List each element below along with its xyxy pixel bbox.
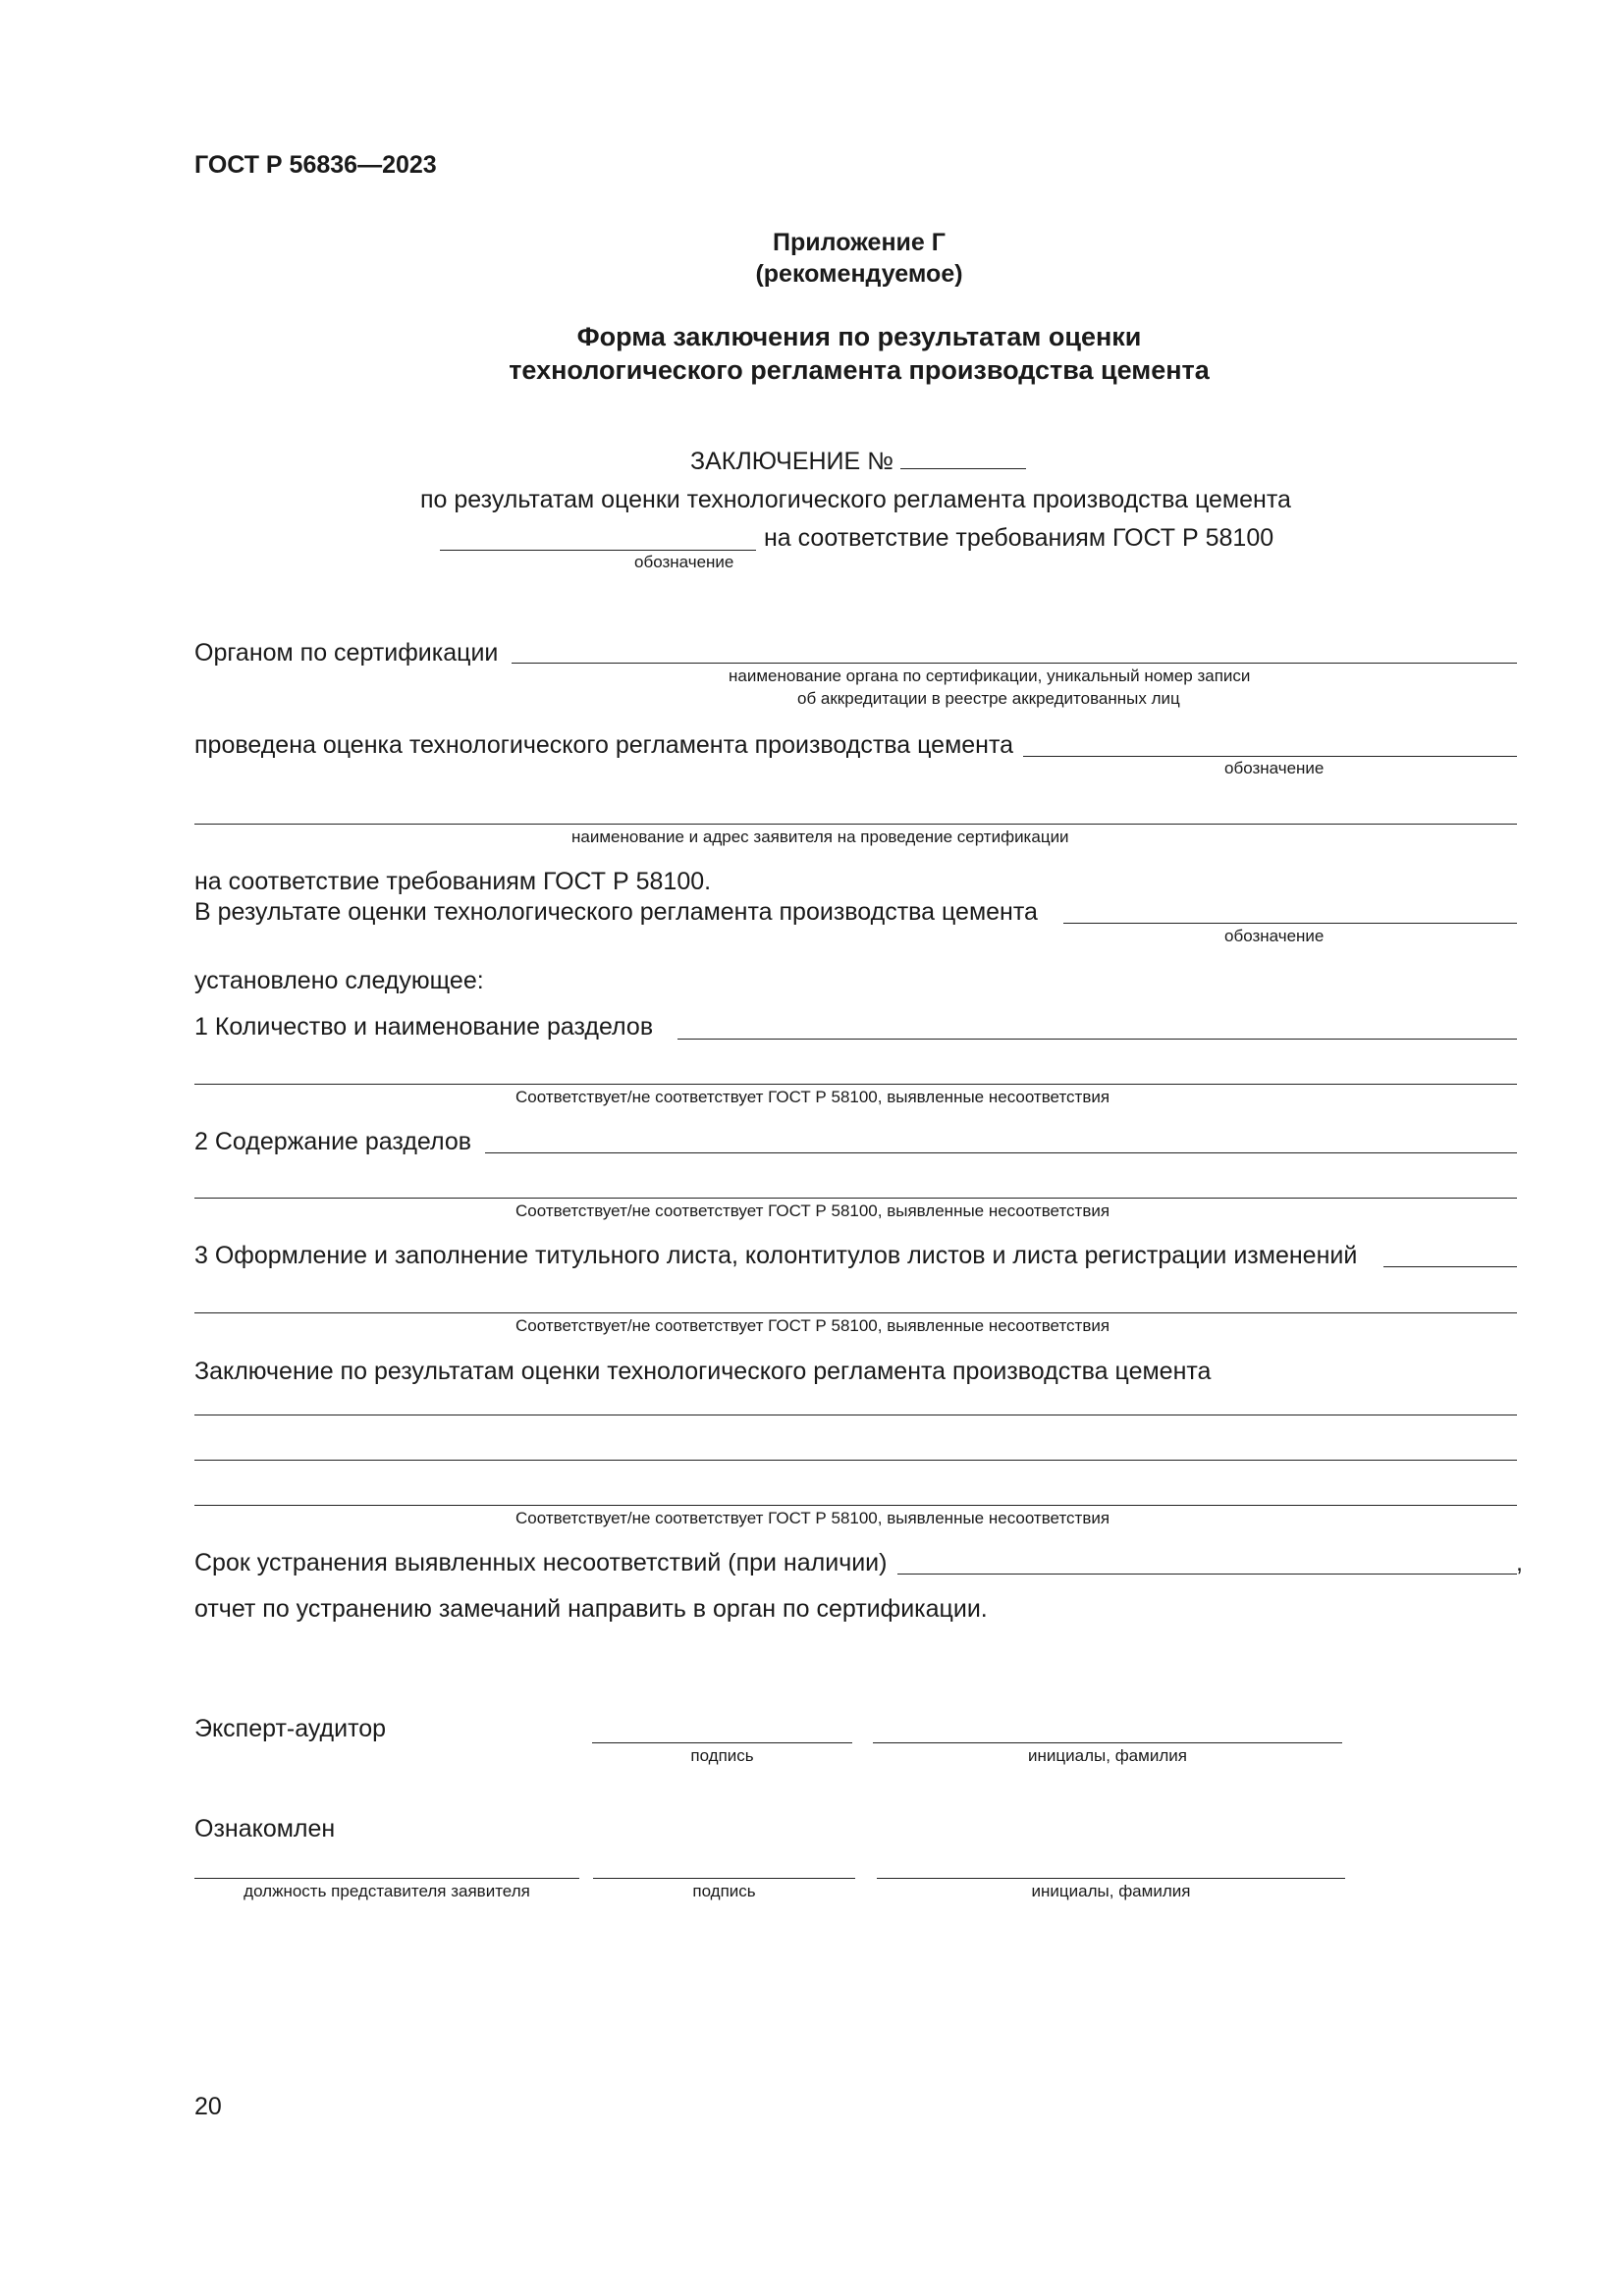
assessment-label: проведена оценка технологического регламента производства цемента: [194, 731, 1014, 759]
cert-body-label: Органом по сертификации: [194, 639, 499, 667]
result-label: В результате оценки технологического регламента производства цемента: [194, 898, 1038, 926]
item1-field[interactable]: [677, 1039, 1517, 1040]
conclusion-compliance-text: на соответствие требованиям ГОСТ Р 58100: [764, 524, 1274, 552]
acquainted-label: Ознакомлен: [194, 1815, 336, 1842]
applicant-name-hint: инициалы, фамилия: [1031, 1882, 1191, 1900]
item2-hint: Соответствует/не соответствует ГОСТ Р 58100, выявленные несоответствия: [515, 1201, 1110, 1220]
auditor-name-hint: инициалы, фамилия: [1028, 1746, 1187, 1765]
item1-field-2[interactable]: [194, 1084, 1517, 1085]
conclusion-number-field[interactable]: [900, 447, 1026, 469]
designation-hint: обозначение: [634, 553, 734, 571]
auditor-name-field[interactable]: [873, 1742, 1342, 1743]
conclusion-subtitle: по результатам оценки технологического регламента производства цемента: [420, 486, 1291, 513]
appendix-status: (рекомендуемое): [755, 260, 963, 288]
deadline-comma: ,: [1516, 1549, 1523, 1576]
cert-body-hint-1: наименование органа по сертификации, уникальный номер записи: [729, 667, 1251, 685]
item1-label: 1 Количество и наименование разделов: [194, 1013, 654, 1041]
auditor-label: Эксперт-аудитор: [194, 1715, 387, 1742]
conclusion-heading-text: ЗАКЛЮЧЕНИЕ №: [690, 448, 893, 475]
item3-label: 3 Оформление и заполнение титульного листа, колонтитулов листов и листа регистрации изменений: [194, 1242, 1358, 1269]
auditor-signature-field[interactable]: [592, 1742, 852, 1743]
report-text: отчет по устранению замечаний направить в орган по сертификации.: [194, 1595, 988, 1623]
document-id: ГОСТ Р 56836—2023: [194, 151, 437, 179]
conclusion-field-3[interactable]: [194, 1505, 1517, 1506]
item2-field-2[interactable]: [194, 1198, 1517, 1199]
deadline-field[interactable]: [897, 1574, 1517, 1575]
deadline-label: Срок устранения выявленных несоответствий (при наличии): [194, 1549, 888, 1576]
assessment-designation-field[interactable]: [1023, 756, 1517, 757]
cert-body-hint-2: об аккредитации в реестре аккредитованных лиц: [797, 689, 1180, 708]
applicant-field[interactable]: [194, 824, 1517, 825]
item1-hint: Соответствует/не соответствует ГОСТ Р 58100, выявленные несоответствия: [515, 1088, 1110, 1106]
item3-field-2[interactable]: [194, 1312, 1517, 1313]
regulation-designation-field[interactable]: [440, 550, 756, 551]
page-number: 20: [194, 2093, 222, 2120]
assessment-designation-hint: обозначение: [1224, 759, 1325, 777]
result-designation-hint: обозначение: [1224, 927, 1325, 945]
form-title-line2: технологического регламента производства цемента: [509, 355, 1210, 385]
auditor-signature-hint: подпись: [690, 1746, 754, 1765]
form-title-line1: Форма заключения по результатам оценки: [576, 322, 1142, 351]
established-text: установлено следующее:: [194, 967, 484, 994]
conclusion-hint: Соответствует/не соответствует ГОСТ Р 58100, выявленные несоответствия: [515, 1509, 1110, 1527]
applicant-position-field[interactable]: [194, 1878, 579, 1879]
cert-body-field[interactable]: [512, 663, 1517, 664]
item3-hint: Соответствует/не соответствует ГОСТ Р 58100, выявленные несоответствия: [515, 1316, 1110, 1335]
position-hint: должность представителя заявителя: [244, 1882, 530, 1900]
applicant-name-field[interactable]: [877, 1878, 1345, 1879]
compliance-line: на соответствие требованиям ГОСТ Р 58100.: [194, 868, 712, 895]
result-designation-field[interactable]: [1063, 923, 1517, 924]
applicant-signature-hint: подпись: [692, 1882, 756, 1900]
conclusion-field-2[interactable]: [194, 1460, 1517, 1461]
applicant-hint: наименование и адрес заявителя на проведение сертификации: [571, 828, 1069, 846]
conclusion-label: Заключение по результатам оценки технологического регламента производства цемента: [194, 1358, 1212, 1385]
item2-field[interactable]: [485, 1152, 1517, 1153]
item2-label: 2 Содержание разделов: [194, 1128, 472, 1155]
conclusion-heading: [690, 447, 1026, 476]
item3-field[interactable]: [1383, 1266, 1517, 1267]
applicant-signature-field[interactable]: [593, 1878, 855, 1879]
appendix-label: Приложение Г: [773, 229, 946, 256]
